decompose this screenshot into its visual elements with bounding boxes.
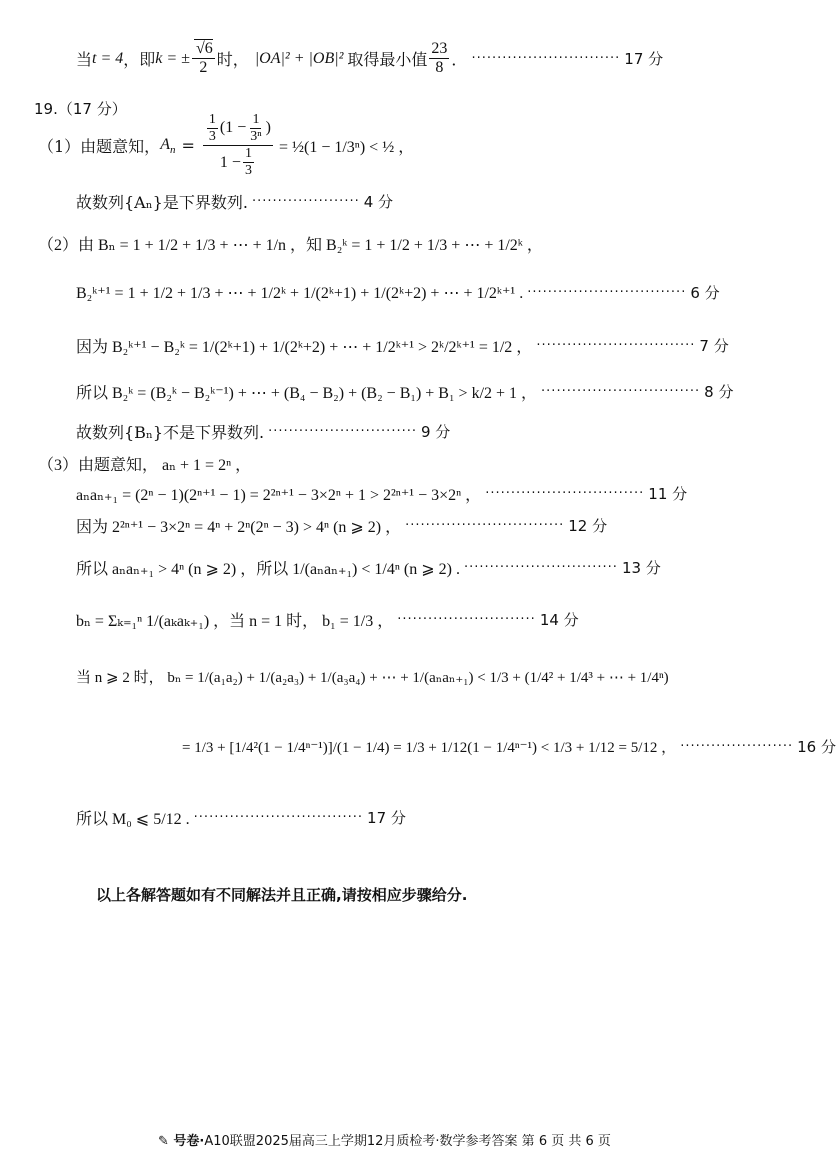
leader-dots: ····························· <box>268 424 417 439</box>
leader-dots: ······························· <box>541 384 701 399</box>
part2-line4: 所以 B₂ᵏ = (B₂ᵏ − B₂ᵏ⁻¹) + ⋯ + (B₄ − B₂) + (B₂ − B₁) + B₁ > k/2 + 1 ， ······························· 8 分 <box>76 383 734 402</box>
score: 9 分 <box>420 423 451 441</box>
leader-dots: ··························· <box>397 612 536 627</box>
score: 6 分 <box>690 284 720 302</box>
part3-line3: 因为 2²ⁿ⁺¹ − 3×2ⁿ = 4ⁿ + 2ⁿ(2ⁿ − 3) > 4ⁿ (n ⩾ 2) ， ······························· 12 分 <box>76 517 608 536</box>
part3-conclusion: 所以 M₀ ⩽ 5/12 . ································· 17 分 <box>76 809 406 828</box>
part1-conclusion <box>76 190 393 213</box>
text: 当 <box>76 50 93 70</box>
den: 2 <box>199 59 208 77</box>
score: 4 分 <box>363 193 394 211</box>
fraction <box>429 40 449 78</box>
score: 17 分 <box>624 50 664 69</box>
den: 8 <box>435 59 444 77</box>
part2-line3: 因为 B₂ᵏ⁺¹ − B₂ᵏ = 1/(2ᵏ+1) + 1/(2ᵏ+2) + ⋯ + 1/2ᵏ⁺¹ > 2ᵏ/2ᵏ⁺¹ = 1/2 ， ······························· 7 分 <box>76 337 729 356</box>
leader-dots: ······························· <box>536 338 696 353</box>
question-19-title: 19.（17 分） <box>34 100 127 118</box>
part2-line1: （2）由 Bₙ = 1 + 1/2 + 1/3 + ⋯ + 1/n ，知 B₂ᵏ = 1 + 1/2 + 1/3 + ⋯ + 1/2ᵏ ， <box>38 237 543 254</box>
score: 12 分 <box>568 517 608 535</box>
text: ，即 <box>123 50 156 70</box>
text: ． <box>451 50 468 70</box>
math-t: t = 4 <box>92 49 124 67</box>
brand-logo: ✎ 号卷· <box>158 1134 205 1149</box>
text: 取得最小值 <box>347 50 428 70</box>
leader-dots: ····················· <box>251 194 360 209</box>
leader-dots: ····························· <box>471 51 621 67</box>
page-footer <box>158 1130 611 1149</box>
leader-dots: ······························· <box>527 285 687 300</box>
score: 8 分 <box>704 383 734 401</box>
sqrt: √6 <box>195 40 213 57</box>
math-expr: |OA|² + |OB|² <box>254 49 344 67</box>
line-tangent-min <box>76 40 663 78</box>
score: 7 分 <box>699 337 729 355</box>
score: 16 分 <box>797 738 836 756</box>
footer-text: A10联盟2025届高三上学期12月质检考·数学参考答案 第 6 页 共 6 页 <box>204 1134 611 1149</box>
part3-line5: bₙ = Σₖ₌₁ⁿ 1/(aₖaₖ₊₁) ，当 n = 1 时， b₁ = 1/3 ， ··························· 14 分 <box>76 611 579 630</box>
part2-conclusion: 故数列{Bₙ}不是下界数列. ····························· 9 分 <box>76 423 451 442</box>
score: 11 分 <box>648 485 688 503</box>
text: 时， <box>216 50 249 70</box>
fraction <box>192 40 215 78</box>
grading-note: 以上各解答题如有不同解法并且正确,请按相应步骤给分. <box>96 886 468 904</box>
leader-dots: ······························ <box>463 560 618 575</box>
part3-line2: aₙaₙ₊₁ = (2ⁿ − 1)(2ⁿ⁺¹ − 1) = 2²ⁿ⁺¹ − 3×2ⁿ + 1 > 2²ⁿ⁺¹ − 3×2ⁿ ， ······························· 11 分 <box>76 485 688 504</box>
text: 故数列{Aₙ}是下界数列. <box>76 193 248 212</box>
math-rhs: = ½(1 − 1/3ⁿ) < ½ ， <box>278 139 415 157</box>
score: 17 分 <box>367 809 406 827</box>
leader-dots: ································· <box>193 810 364 825</box>
part3-line1: （3）由题意知， aₙ + 1 = 2ⁿ ， <box>38 457 252 474</box>
part-label: （1）由题意知， <box>38 137 161 157</box>
leader-dots: ······························· <box>405 518 565 533</box>
leader-dots: ······························· <box>485 486 645 501</box>
math-An: $A_n$ <box>160 135 176 156</box>
equals: = <box>181 136 195 156</box>
score: 14 分 <box>539 611 579 629</box>
num: 23 <box>429 40 449 59</box>
leader-dots: ······················ <box>680 739 794 754</box>
compound-fraction: $\frac{1}{3}$ (1 − $\frac{1}{\text{3ⁿ}}$ ) 1 − $\frac{1}{3}$ <box>203 112 273 179</box>
part1-formula <box>38 112 414 179</box>
part2-line2: B₂ᵏ⁺¹ = 1 + 1/2 + 1/3 + ⋯ + 1/2ᵏ + 1/(2ᵏ+1) + 1/(2ᵏ+2) + ⋯ + 1/2ᵏ⁺¹ . ······························· 6 分 <box>76 284 720 302</box>
score: 13 分 <box>621 559 661 577</box>
part3-line4: 所以 aₙaₙ₊₁ > 4ⁿ (n ⩾ 2) ，所以 1/(aₙaₙ₊₁) < 1/4ⁿ (n ⩾ 2) . ······························ 13 分 <box>76 559 661 578</box>
part3-line7: = 1/3 + [1/4²(1 − 1/4ⁿ⁻¹)]/(1 − 1/4) = 1/3 + 1/12(1 − 1/4ⁿ⁻¹) < 1/3 + 1/12 = 5/12 ， ······················ 16 分 <box>182 738 836 756</box>
part3-line6: 当 n ⩾ 2 时， bₙ = 1/(a₁a₂) + 1/(a₂a₃) + 1/(a₃a₄) + ⋯ + 1/(aₙaₙ₊₁) < 1/3 + (1/4² + 1/4³ + ⋯ + 1/4ⁿ) <box>76 670 669 686</box>
math-k: k = ± <box>155 49 190 67</box>
